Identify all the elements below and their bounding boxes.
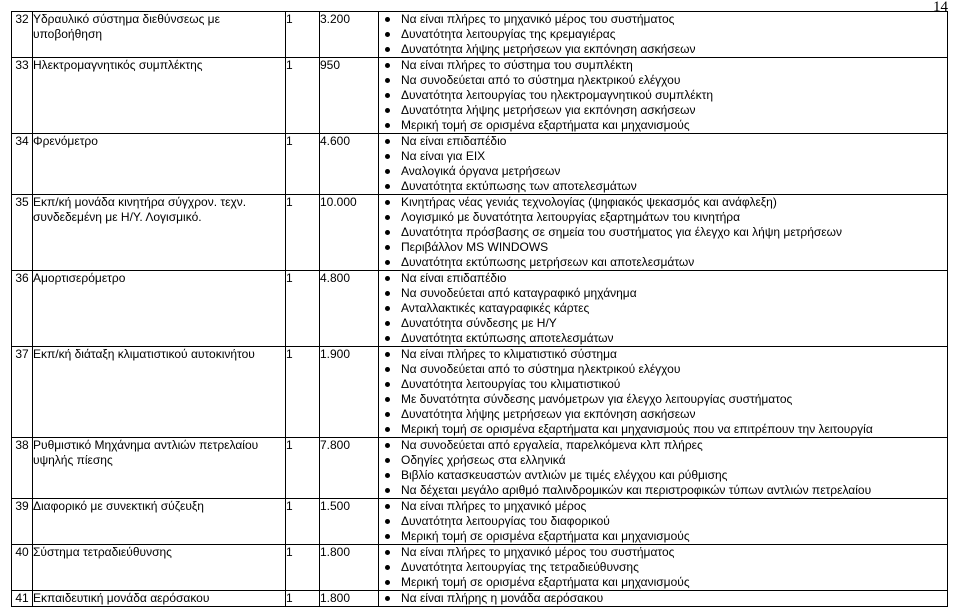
- spec-item: Δυνατότητα λειτουργίας της τετραδιεύθυνσης: [379, 560, 947, 575]
- table-row: [12, 195, 948, 271]
- item-name: Σύστημα τετραδιεύθυνσης: [33, 545, 286, 591]
- item-number: 40: [12, 545, 33, 591]
- spec-item: Να συνοδεύεται από το σύστημα ηλεκτρικού ελέγχου: [379, 362, 947, 377]
- item-quantity: 1: [286, 545, 320, 591]
- item-number: 36: [12, 271, 33, 347]
- item-specifications: [379, 545, 948, 591]
- spec-list: [379, 347, 947, 437]
- spec-list: [379, 134, 947, 194]
- item-specifications: [379, 12, 948, 58]
- item-name: Ρυθμιστικό Μηχάνημα αντλιών πετρελαίου υψηλής πίεσης: [33, 438, 286, 499]
- item-name: Αμορτισερόμετρο: [33, 271, 286, 347]
- item-number: 35: [12, 195, 33, 271]
- table-row: [12, 545, 948, 591]
- spec-item: Μερική τομή σε ορισμένα εξαρτήματα και μηχανισμούς: [379, 529, 947, 544]
- item-price: 1.900: [320, 347, 379, 438]
- item-quantity: 1: [286, 438, 320, 499]
- equipment-spec-table: [11, 11, 948, 607]
- spec-item: Δυνατότητα σύνδεσης με Η/Υ: [379, 316, 947, 331]
- spec-item: Δυνατότητα λειτουργίας της κρεμαγιέρας: [379, 27, 947, 42]
- item-quantity: 1: [286, 591, 320, 607]
- spec-list: [379, 12, 947, 57]
- spec-item: Δυνατότητα λειτουργίας του διαφορικού: [379, 514, 947, 529]
- spec-item: Να δέχεται μεγάλο αριθμό παλινδρομικών και περιστροφικών τύπων αντλιών πετρελαίου: [379, 483, 947, 498]
- spec-list: [379, 545, 947, 590]
- item-number: 32: [12, 12, 33, 58]
- item-specifications: [379, 499, 948, 545]
- item-price: 4.600: [320, 134, 379, 195]
- item-price: 4.800: [320, 271, 379, 347]
- spec-list: [379, 271, 947, 346]
- spec-item: Μερική τομή σε ορισμένα εξαρτήματα και μηχανισμούς: [379, 118, 947, 133]
- spec-item: Δυνατότητα εκτύπωσης μετρήσεων και αποτελεσμάτων: [379, 255, 947, 270]
- item-price: 1.800: [320, 591, 379, 607]
- item-name: Εκπ/κή μονάδα κινητήρα σύγχρον. τεχν. συνδεδεμένη με Η/Υ. Λογισμικό.: [33, 195, 286, 271]
- spec-item: Να είναι πλήρες το σύστημα του συμπλέκτη: [379, 58, 947, 73]
- item-number: 37: [12, 347, 33, 438]
- spec-list: [379, 195, 947, 270]
- spec-list: [379, 438, 947, 498]
- spec-list: [379, 591, 947, 606]
- spec-item: Να συνοδεύεται από το σύστημα ηλεκτρικού ελέγχου: [379, 73, 947, 88]
- spec-item: Να είναι πλήρες το μηχανικό μέρος του συστήματος: [379, 12, 947, 27]
- table-row: [12, 12, 948, 58]
- item-quantity: 1: [286, 195, 320, 271]
- spec-item: Να είναι επιδαπέδιο: [379, 271, 947, 286]
- item-price: 950: [320, 58, 379, 134]
- item-quantity: 1: [286, 499, 320, 545]
- item-number: 39: [12, 499, 33, 545]
- spec-item: Δυνατότητα λήψης μετρήσεων για εκπόνηση ασκήσεων: [379, 42, 947, 57]
- item-specifications: [379, 58, 948, 134]
- item-specifications: [379, 271, 948, 347]
- spec-item: Δυνατότητα λήψης μετρήσεων για εκπόνηση ασκήσεων: [379, 407, 947, 422]
- spec-item: Δυνατότητα εκτύπωσης αποτελεσμάτων: [379, 331, 947, 346]
- spec-item: Μερική τομή σε ορισμένα εξαρτήματα και μηχανισμούς: [379, 575, 947, 590]
- item-name: Ηλεκτρομαγνητικός συμπλέκτης: [33, 58, 286, 134]
- item-name: Διαφορικό με συνεκτική σύζευξη: [33, 499, 286, 545]
- item-quantity: 1: [286, 58, 320, 134]
- item-price: 1.500: [320, 499, 379, 545]
- item-name: Εκπ/κή διάταξη κλιματιστικού αυτοκινήτου: [33, 347, 286, 438]
- spec-item: Να είναι πλήρες το μηχανικό μέρος του συστήματος: [379, 545, 947, 560]
- item-number: 34: [12, 134, 33, 195]
- table-row: [12, 134, 948, 195]
- item-number: 41: [12, 591, 33, 607]
- spec-item: Να είναι πλήρης η μονάδα αερόσακου: [379, 591, 947, 606]
- item-price: 1.800: [320, 545, 379, 591]
- item-specifications: [379, 438, 948, 499]
- page-number: 14: [933, 0, 948, 15]
- item-specifications: [379, 134, 948, 195]
- item-specifications: [379, 591, 948, 607]
- table-row: [12, 58, 948, 134]
- spec-item: Να είναι πλήρες το μηχανικό μέρος: [379, 499, 947, 514]
- item-price: 3.200: [320, 12, 379, 58]
- spec-item: Μερική τομή σε ορισμένα εξαρτήματα και μηχανισμούς που να επιτρέπουν την λειτουργία: [379, 422, 947, 437]
- item-price: 10.000: [320, 195, 379, 271]
- spec-item: Δυνατότητα λήψης μετρήσεων για εκπόνηση ασκήσεων: [379, 103, 947, 118]
- table-row: [12, 499, 948, 545]
- spec-item: Δυνατότητα λειτουργίας του ηλεκτρομαγνητικού συμπλέκτη: [379, 88, 947, 103]
- spec-item: Βιβλίο κατασκευαστών αντλιών με τιμές ελέγχου και ρύθμισης: [379, 468, 947, 483]
- table-row: [12, 591, 948, 607]
- item-quantity: 1: [286, 12, 320, 58]
- spec-item: Οδηγίες χρήσεως στα ελληνικά: [379, 453, 947, 468]
- item-number: 33: [12, 58, 33, 134]
- spec-item: Ανταλλακτικές καταγραφικές κάρτες: [379, 301, 947, 316]
- item-name: Εκπαιδευτική μονάδα αερόσακου: [33, 591, 286, 607]
- item-price: 7.800: [320, 438, 379, 499]
- spec-item: Να συνοδεύεται από καταγραφικό μηχάνημα: [379, 286, 947, 301]
- item-specifications: [379, 195, 948, 271]
- spec-item: Να είναι πλήρες το κλιματιστικό σύστημα: [379, 347, 947, 362]
- item-quantity: 1: [286, 271, 320, 347]
- spec-item: Δυνατότητα εκτύπωσης των αποτελεσμάτων: [379, 179, 947, 194]
- table-row: [12, 271, 948, 347]
- spec-item: Περιβάλλον MS WINDOWS: [379, 240, 947, 255]
- item-quantity: 1: [286, 134, 320, 195]
- spec-item: Με δυνατότητα σύνδεσης μανόμετρων για έλεγχο λειτουργίας συστήματος: [379, 392, 947, 407]
- spec-item: Λογισμικό με δυνατότητα λειτουργίας εξαρτημάτων του κινητήρα: [379, 210, 947, 225]
- spec-item: Δυνατότητα πρόσβασης σε σημεία του συστήματος για έλεγχο και λήψη μετρήσεων: [379, 225, 947, 240]
- spec-item: Να είναι επιδαπέδιο: [379, 134, 947, 149]
- item-name: Υδραυλικό σύστημα διεθύνσεως με υποβοήθηση: [33, 12, 286, 58]
- spec-item: Δυνατότητα λειτουργίας του κλιματιστικού: [379, 377, 947, 392]
- spec-item: Αναλογικά όργανα μετρήσεων: [379, 164, 947, 179]
- spec-list: [379, 58, 947, 133]
- spec-list: [379, 499, 947, 544]
- table-row: [12, 438, 948, 499]
- item-specifications: [379, 347, 948, 438]
- item-name: Φρενόμετρο: [33, 134, 286, 195]
- spec-item: Κινητήρας νέας γενιάς τεχνολογίας (ψηφιακός ψεκασμός και ανάφλεξη): [379, 195, 947, 210]
- spec-item: Να συνοδεύεται από εργαλεία, παρελκόμενα κλπ πλήρες: [379, 438, 947, 453]
- spec-item: Να είναι για ΕΙΧ: [379, 149, 947, 164]
- table-row: [12, 347, 948, 438]
- item-number: 38: [12, 438, 33, 499]
- item-quantity: 1: [286, 347, 320, 438]
